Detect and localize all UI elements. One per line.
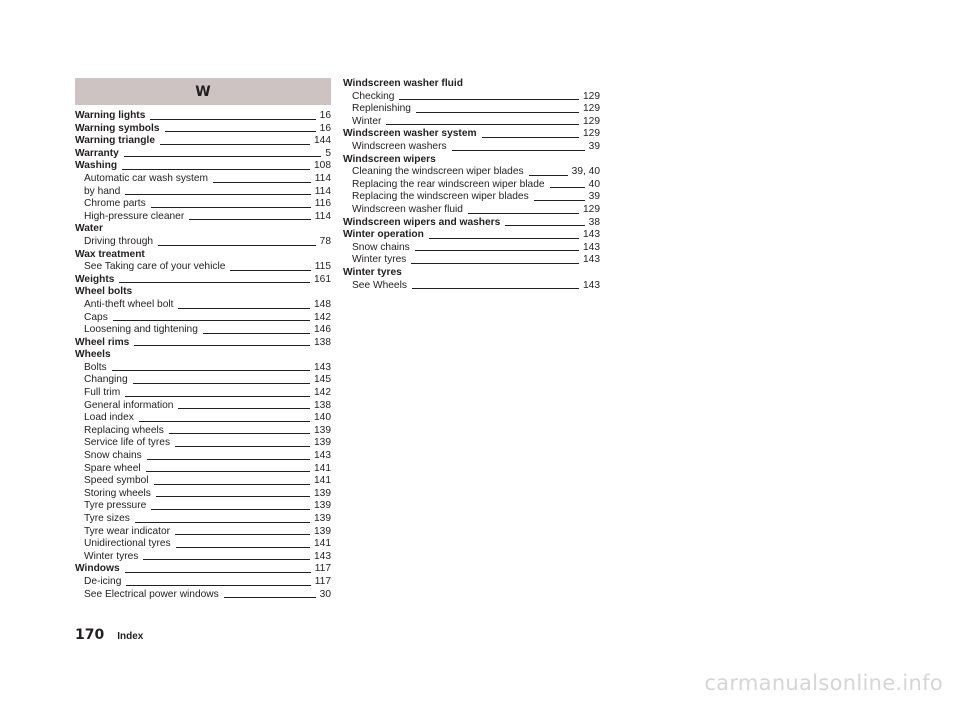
leader-line bbox=[178, 408, 310, 409]
entry-page-ref[interactable]: 139 bbox=[314, 500, 331, 512]
index-column-left bbox=[75, 78, 331, 601]
leader-line bbox=[230, 270, 310, 271]
leader-line bbox=[399, 99, 579, 100]
entry-page-ref[interactable]: 145 bbox=[314, 374, 331, 386]
leader-line bbox=[452, 150, 585, 151]
leader-line bbox=[505, 225, 584, 226]
leader-line bbox=[125, 396, 310, 397]
index-entry bbox=[75, 349, 331, 362]
index-subentry bbox=[75, 488, 331, 501]
entry-page-ref[interactable]: 139 bbox=[314, 513, 331, 524]
entry-page-ref[interactable]: 16 bbox=[319, 110, 331, 121]
entry-term: Anti-theft wheel bolt bbox=[84, 298, 174, 310]
entry-term: Replacing wheels bbox=[84, 424, 164, 436]
entry-term: Windscreen wipers and washers bbox=[343, 216, 501, 228]
entry-page-ref[interactable]: 114 bbox=[314, 210, 331, 222]
page-number: 170 bbox=[75, 627, 105, 643]
leader-line bbox=[160, 144, 310, 145]
entry-page-ref[interactable]: 129 bbox=[583, 128, 600, 140]
leader-line bbox=[176, 547, 310, 548]
entry-page-ref[interactable]: 138 bbox=[314, 399, 331, 411]
leader-line bbox=[189, 219, 311, 220]
entry-term: Windscreen washer system bbox=[343, 128, 477, 140]
index-entry bbox=[343, 229, 600, 242]
entry-page-ref[interactable]: 143 bbox=[583, 229, 600, 241]
entry-term: Warning lights bbox=[75, 110, 146, 121]
leader-line bbox=[158, 245, 316, 246]
leader-line bbox=[122, 169, 310, 170]
entry-term: Warning symbols bbox=[75, 122, 160, 134]
index-subentry bbox=[343, 242, 600, 255]
leader-line bbox=[125, 572, 311, 573]
entry-term: Bolts bbox=[84, 361, 107, 373]
leader-line bbox=[482, 137, 579, 138]
index-entry bbox=[343, 78, 600, 91]
leader-line bbox=[151, 509, 310, 510]
leader-line bbox=[151, 207, 311, 208]
index-entry bbox=[75, 123, 331, 136]
index-entry bbox=[75, 337, 331, 350]
entry-term: Winter operation bbox=[343, 229, 424, 241]
entry-page-ref[interactable]: 139 bbox=[314, 525, 331, 537]
entry-term: Replacing the windscreen wiper blades bbox=[352, 191, 529, 203]
leader-line bbox=[133, 383, 310, 384]
index-subentry bbox=[75, 236, 331, 249]
leader-line bbox=[135, 522, 310, 523]
index-subentry bbox=[75, 211, 331, 224]
entry-page-ref[interactable]: 148 bbox=[314, 298, 331, 310]
index-subentry bbox=[75, 312, 331, 325]
entry-page-ref[interactable]: 139 bbox=[314, 487, 331, 499]
leader-line bbox=[126, 585, 310, 586]
entry-term: Winter bbox=[352, 115, 382, 127]
entry-page-ref[interactable]: 30 bbox=[319, 588, 331, 600]
entry-page-ref[interactable]: 161 bbox=[314, 273, 331, 285]
index-entry bbox=[343, 128, 600, 141]
leader-line bbox=[175, 534, 310, 535]
entry-term: See Taking care of your vehicle bbox=[84, 261, 226, 273]
entry-term: Windscreen washer fluid bbox=[343, 78, 463, 89]
watermark: carmanualsonline.info bbox=[704, 671, 943, 695]
entry-page-ref[interactable]: 144 bbox=[314, 135, 331, 147]
entry-page-ref[interactable]: 143 bbox=[583, 254, 600, 266]
leader-line bbox=[113, 320, 310, 321]
index-entry bbox=[75, 223, 331, 236]
entry-term: Winter tyres bbox=[84, 550, 139, 562]
entry-term: Snow chains bbox=[84, 450, 142, 462]
leader-line bbox=[143, 559, 310, 560]
leader-line bbox=[134, 345, 310, 346]
index-entry bbox=[343, 267, 600, 280]
entry-page-ref[interactable]: 129 bbox=[583, 90, 600, 102]
entry-page-ref[interactable]: 141 bbox=[314, 462, 331, 474]
entry-page-ref[interactable]: 140 bbox=[314, 412, 331, 424]
index-entry bbox=[75, 135, 331, 148]
entry-term: Wheels bbox=[75, 349, 111, 361]
entry-page-ref[interactable]: 38 bbox=[588, 216, 600, 228]
index-subentry bbox=[75, 387, 331, 400]
entry-page-ref[interactable]: 108 bbox=[314, 160, 331, 172]
index-entry bbox=[75, 249, 331, 262]
index-subentry bbox=[75, 425, 331, 438]
entry-term: Wheel rims bbox=[75, 336, 130, 348]
leader-line bbox=[125, 194, 310, 195]
entry-term: General information bbox=[84, 399, 174, 411]
leader-line bbox=[534, 200, 585, 201]
entry-page-ref[interactable]: 116 bbox=[314, 198, 331, 210]
entry-term: Load index bbox=[84, 412, 134, 424]
index-subentry bbox=[75, 576, 331, 589]
entry-page-ref[interactable]: 142 bbox=[314, 387, 331, 399]
entry-page-ref[interactable]: 143 bbox=[583, 279, 600, 291]
entry-page-ref[interactable]: 39 bbox=[588, 191, 600, 203]
entry-page-ref[interactable]: 141 bbox=[314, 538, 331, 550]
entry-page-ref[interactable]: 5 bbox=[325, 147, 331, 159]
index-subentry bbox=[75, 261, 331, 274]
leader-line bbox=[112, 370, 310, 371]
leader-line bbox=[203, 333, 310, 334]
leader-line bbox=[386, 124, 579, 125]
entry-term: Service life of tyres bbox=[84, 437, 171, 449]
entry-term: Spare wheel bbox=[84, 462, 141, 474]
entry-term: Full trim bbox=[84, 387, 121, 399]
index-subentry bbox=[75, 173, 331, 186]
entry-page-ref[interactable]: 142 bbox=[314, 311, 331, 323]
index-subentry bbox=[75, 400, 331, 413]
footer-section-label: Index bbox=[117, 631, 144, 642]
leader-line bbox=[429, 238, 579, 239]
index-subentry bbox=[75, 589, 331, 602]
entry-term: Replacing the rear windscreen wiper blade bbox=[352, 178, 545, 190]
index-subentry bbox=[75, 538, 331, 551]
leader-line bbox=[156, 496, 310, 497]
leader-line bbox=[415, 250, 579, 251]
entry-term: Wheel bolts bbox=[75, 286, 133, 298]
index-subentry bbox=[343, 254, 600, 267]
index-subentry bbox=[75, 450, 331, 463]
entry-page-ref[interactable]: 146 bbox=[314, 324, 331, 336]
entry-term: Winter tyres bbox=[352, 254, 407, 266]
leader-line bbox=[416, 112, 579, 113]
entry-page-ref[interactable]: 40 bbox=[588, 178, 600, 190]
entry-page-ref[interactable]: 117 bbox=[314, 575, 331, 587]
index-subentry bbox=[75, 198, 331, 211]
index-subentry bbox=[75, 463, 331, 476]
index-subentry bbox=[343, 191, 600, 204]
index-subentry bbox=[343, 204, 600, 217]
index-subentry bbox=[75, 500, 331, 513]
index-subentry bbox=[75, 324, 331, 337]
entry-term: Chrome parts bbox=[84, 198, 146, 210]
index-subentry bbox=[343, 91, 600, 104]
index-entry bbox=[75, 286, 331, 299]
entry-page-ref[interactable]: 143 bbox=[314, 450, 331, 462]
entry-page-ref[interactable]: 143 bbox=[314, 361, 331, 373]
entry-term: De-icing bbox=[84, 575, 122, 587]
entry-page-ref[interactable]: 39, 40 bbox=[571, 166, 600, 178]
leader-line bbox=[119, 282, 310, 283]
entry-term: Changing bbox=[84, 374, 128, 386]
index-subentry bbox=[75, 551, 331, 564]
leader-line bbox=[411, 263, 579, 264]
entry-page-ref[interactable]: 139 bbox=[314, 424, 331, 436]
entry-term: Washing bbox=[75, 160, 118, 172]
entry-page-ref[interactable]: 139 bbox=[314, 437, 331, 449]
leader-line bbox=[175, 446, 310, 447]
entry-page-ref[interactable]: 115 bbox=[314, 261, 331, 273]
leader-line bbox=[154, 484, 310, 485]
entry-page-ref[interactable]: 129 bbox=[583, 103, 600, 115]
entry-term: Replenishing bbox=[352, 103, 411, 115]
entry-term: Tyre pressure bbox=[84, 500, 147, 512]
index-subentry bbox=[343, 103, 600, 116]
leader-line bbox=[139, 421, 310, 422]
index-entry bbox=[75, 160, 331, 173]
entry-term: Windows bbox=[75, 563, 120, 575]
entry-page-ref[interactable]: 129 bbox=[583, 115, 600, 127]
index-column-right bbox=[343, 78, 600, 292]
entry-term: Snow chains bbox=[352, 241, 410, 253]
index-entry-list bbox=[343, 78, 600, 292]
index-entry bbox=[343, 217, 600, 230]
entry-page-ref[interactable]: 143 bbox=[314, 550, 331, 562]
entry-term: Loosening and tightening bbox=[84, 324, 198, 336]
leader-line bbox=[550, 187, 585, 188]
index-entry-list bbox=[75, 110, 331, 601]
index-subentry bbox=[75, 299, 331, 312]
entry-page-ref[interactable]: 114 bbox=[314, 172, 331, 184]
index-entry bbox=[343, 154, 600, 167]
leader-line bbox=[468, 213, 579, 214]
leader-line bbox=[124, 156, 322, 157]
index-entry bbox=[75, 274, 331, 287]
entry-term: Cleaning the windscreen wiper blades bbox=[352, 166, 524, 178]
index-subentry bbox=[343, 141, 600, 154]
index-subentry bbox=[343, 116, 600, 129]
leader-line bbox=[178, 308, 310, 309]
index-entry bbox=[75, 148, 331, 161]
entry-term: Water bbox=[75, 223, 103, 235]
leader-line bbox=[165, 131, 316, 132]
entry-term: Checking bbox=[352, 90, 395, 102]
entry-term: Windscreen washer fluid bbox=[352, 203, 463, 215]
entry-term: Tyre sizes bbox=[84, 513, 130, 524]
entry-page-ref[interactable]: 141 bbox=[314, 475, 331, 487]
entry-page-ref[interactable]: 39 bbox=[588, 140, 600, 152]
index-subentry bbox=[343, 280, 600, 293]
entry-page-ref[interactable]: 114 bbox=[314, 185, 331, 197]
entry-term: Windscreen wipers bbox=[343, 153, 436, 165]
index-entry bbox=[75, 110, 331, 123]
index-subentry bbox=[75, 412, 331, 425]
leader-line bbox=[147, 459, 310, 460]
index-subentry bbox=[343, 179, 600, 192]
entry-term: Tyre wear indicator bbox=[84, 525, 171, 537]
entry-term: Unidirectional tyres bbox=[84, 538, 171, 550]
entry-page-ref[interactable]: 143 bbox=[583, 241, 600, 253]
entry-term: Warning triangle bbox=[75, 135, 155, 147]
index-subentry bbox=[75, 437, 331, 450]
entry-page-ref[interactable]: 78 bbox=[319, 235, 331, 247]
entry-term: Caps bbox=[84, 311, 108, 323]
entry-term: Warranty bbox=[75, 147, 119, 159]
entry-term: Driving through bbox=[84, 235, 154, 247]
entry-term: See Electrical power windows bbox=[84, 588, 219, 600]
index-subentry bbox=[343, 166, 600, 179]
entry-term: Speed symbol bbox=[84, 475, 149, 487]
entry-term: Wax treatment bbox=[75, 248, 145, 260]
entry-term: High-pressure cleaner bbox=[84, 210, 185, 222]
leader-line bbox=[213, 182, 311, 183]
index-subentry bbox=[75, 186, 331, 199]
leader-line bbox=[224, 597, 316, 598]
leader-line bbox=[529, 175, 568, 176]
index-subentry bbox=[75, 513, 331, 526]
leader-line bbox=[169, 433, 310, 434]
entry-term: Automatic car wash system bbox=[84, 172, 208, 184]
entry-term: Windscreen washers bbox=[352, 140, 447, 152]
entry-page-ref[interactable]: 138 bbox=[314, 336, 331, 348]
section-letter-header: W bbox=[75, 78, 331, 105]
entry-term: Storing wheels bbox=[84, 487, 151, 499]
index-subentry bbox=[75, 362, 331, 375]
index-subentry bbox=[75, 526, 331, 539]
entry-page-ref[interactable]: 129 bbox=[583, 203, 600, 215]
leader-line bbox=[150, 119, 315, 120]
index-entry bbox=[75, 563, 331, 576]
page-footer bbox=[75, 627, 143, 643]
entry-term: See Wheels bbox=[352, 279, 407, 291]
index-subentry bbox=[75, 374, 331, 387]
leader-line bbox=[412, 288, 579, 289]
index-subentry bbox=[75, 475, 331, 488]
entry-term: Winter tyres bbox=[343, 266, 402, 278]
entry-page-ref[interactable]: 16 bbox=[319, 122, 331, 134]
entry-term: Weights bbox=[75, 273, 115, 285]
entry-term: by hand bbox=[84, 185, 121, 197]
leader-line bbox=[146, 471, 310, 472]
entry-page-ref[interactable]: 117 bbox=[314, 563, 331, 575]
